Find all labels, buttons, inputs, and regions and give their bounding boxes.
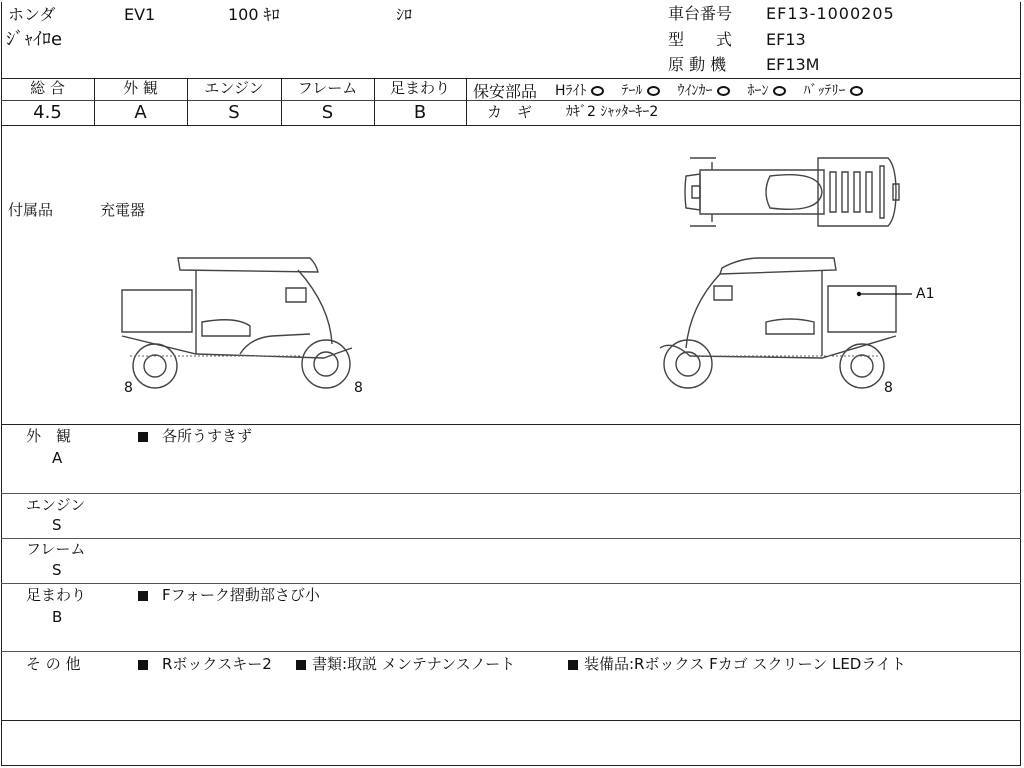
note-title: フレーム: [26, 540, 86, 558]
divider: [1, 651, 1021, 652]
divider: [1, 583, 1021, 584]
maker: ホンダ: [8, 5, 56, 24]
bullet-square-icon: [138, 591, 148, 601]
divider: [1, 424, 1021, 425]
accessories-value: 充電器: [100, 201, 146, 219]
type-value: EF13: [766, 30, 806, 49]
bullet-square-icon: [296, 660, 306, 670]
right-side-drawing: [660, 258, 912, 388]
engine-value: EF13M: [766, 55, 820, 74]
rating-value-overall: 4.5: [33, 102, 62, 123]
rating-label-frame: フレーム: [297, 79, 358, 97]
note-item: Fフォーク摺動部さび小: [138, 588, 320, 603]
tire-depth-left-rear: 8: [354, 380, 363, 396]
mileage: 100 ｷﾛ: [228, 5, 280, 24]
ok-circle-icon: [850, 86, 863, 96]
accessories-label: 付属品: [8, 201, 54, 219]
safety-item-winker: ｳｲﾝｶｰ: [678, 80, 730, 100]
divider: [1, 538, 1021, 539]
tire-depth-left-front: 8: [124, 380, 133, 396]
rating-value-suspension: B: [413, 102, 427, 123]
ok-circle-icon: [717, 86, 730, 96]
rating-value-frame: S: [321, 102, 334, 123]
model-code: EV1: [124, 5, 156, 24]
safety-label: 保安部品: [473, 81, 538, 101]
left-side-drawing: [122, 258, 352, 388]
model-name: ｼﾞｬｲﾛe: [6, 29, 63, 50]
note-item: 装備品:Rボックス Fカゴ スクリーン LEDライト: [568, 657, 906, 672]
rating-value-exterior: A: [134, 102, 147, 123]
ok-circle-icon: [773, 86, 786, 96]
note-item: 書類:取説 メンテナンスノート: [296, 657, 515, 672]
divider: [466, 78, 467, 125]
key-label: カ ギ: [487, 103, 533, 121]
note-grade: S: [52, 561, 62, 579]
divider: [1, 493, 1021, 494]
note-item: Rボックスキー2: [138, 657, 272, 672]
type-label: 型 式: [668, 30, 733, 49]
bullet-square-icon: [138, 432, 148, 442]
rating-label-engine: エンジン: [204, 79, 264, 97]
bullet-square-icon: [138, 660, 148, 670]
rating-label-overall: 総 合: [30, 79, 65, 97]
note-title: 足まわり: [26, 586, 87, 604]
safety-item-horn: ﾎｰﾝ: [748, 80, 786, 100]
ok-circle-icon: [591, 86, 604, 96]
safety-item-tail: ﾃｰﾙ: [622, 80, 660, 100]
tire-depth-right: 8: [884, 380, 893, 396]
key-value: ｶｷﾞ2 ｼｬｯﾀｰｷｰ2: [566, 104, 659, 120]
note-grade: A: [52, 449, 63, 467]
divider: [1, 720, 1021, 721]
note-grade: B: [52, 608, 63, 626]
note-item: 各所うすきず: [138, 429, 252, 444]
note-title: 外 観: [26, 427, 72, 445]
safety-parts: [473, 81, 863, 99]
safety-item-headlight: Hﾗｲﾄ: [555, 80, 604, 100]
bullet-square-icon: [568, 660, 578, 670]
rating-label-exterior: 外 観: [123, 79, 158, 97]
ok-circle-icon: [647, 86, 660, 96]
damage-marker-a1: A1: [916, 286, 935, 302]
safety-item-battery: ﾊﾞｯﾃﾘｰ: [804, 80, 863, 100]
note-title: エンジン: [26, 496, 86, 514]
vehicle-diagram: [0, 126, 1020, 424]
note-grade: S: [52, 516, 62, 534]
frame-no-label: 車台番号: [668, 4, 733, 23]
color: ｼﾛ: [396, 5, 413, 24]
rating-value-engine: S: [228, 102, 240, 123]
frame-no: EF13-1000205: [766, 4, 895, 23]
engine-label: 原 動 機: [668, 55, 727, 74]
top-view-drawing: [685, 158, 899, 226]
note-title: そ の 他: [26, 655, 81, 673]
rating-label-suspension: 足まわり: [389, 79, 450, 97]
